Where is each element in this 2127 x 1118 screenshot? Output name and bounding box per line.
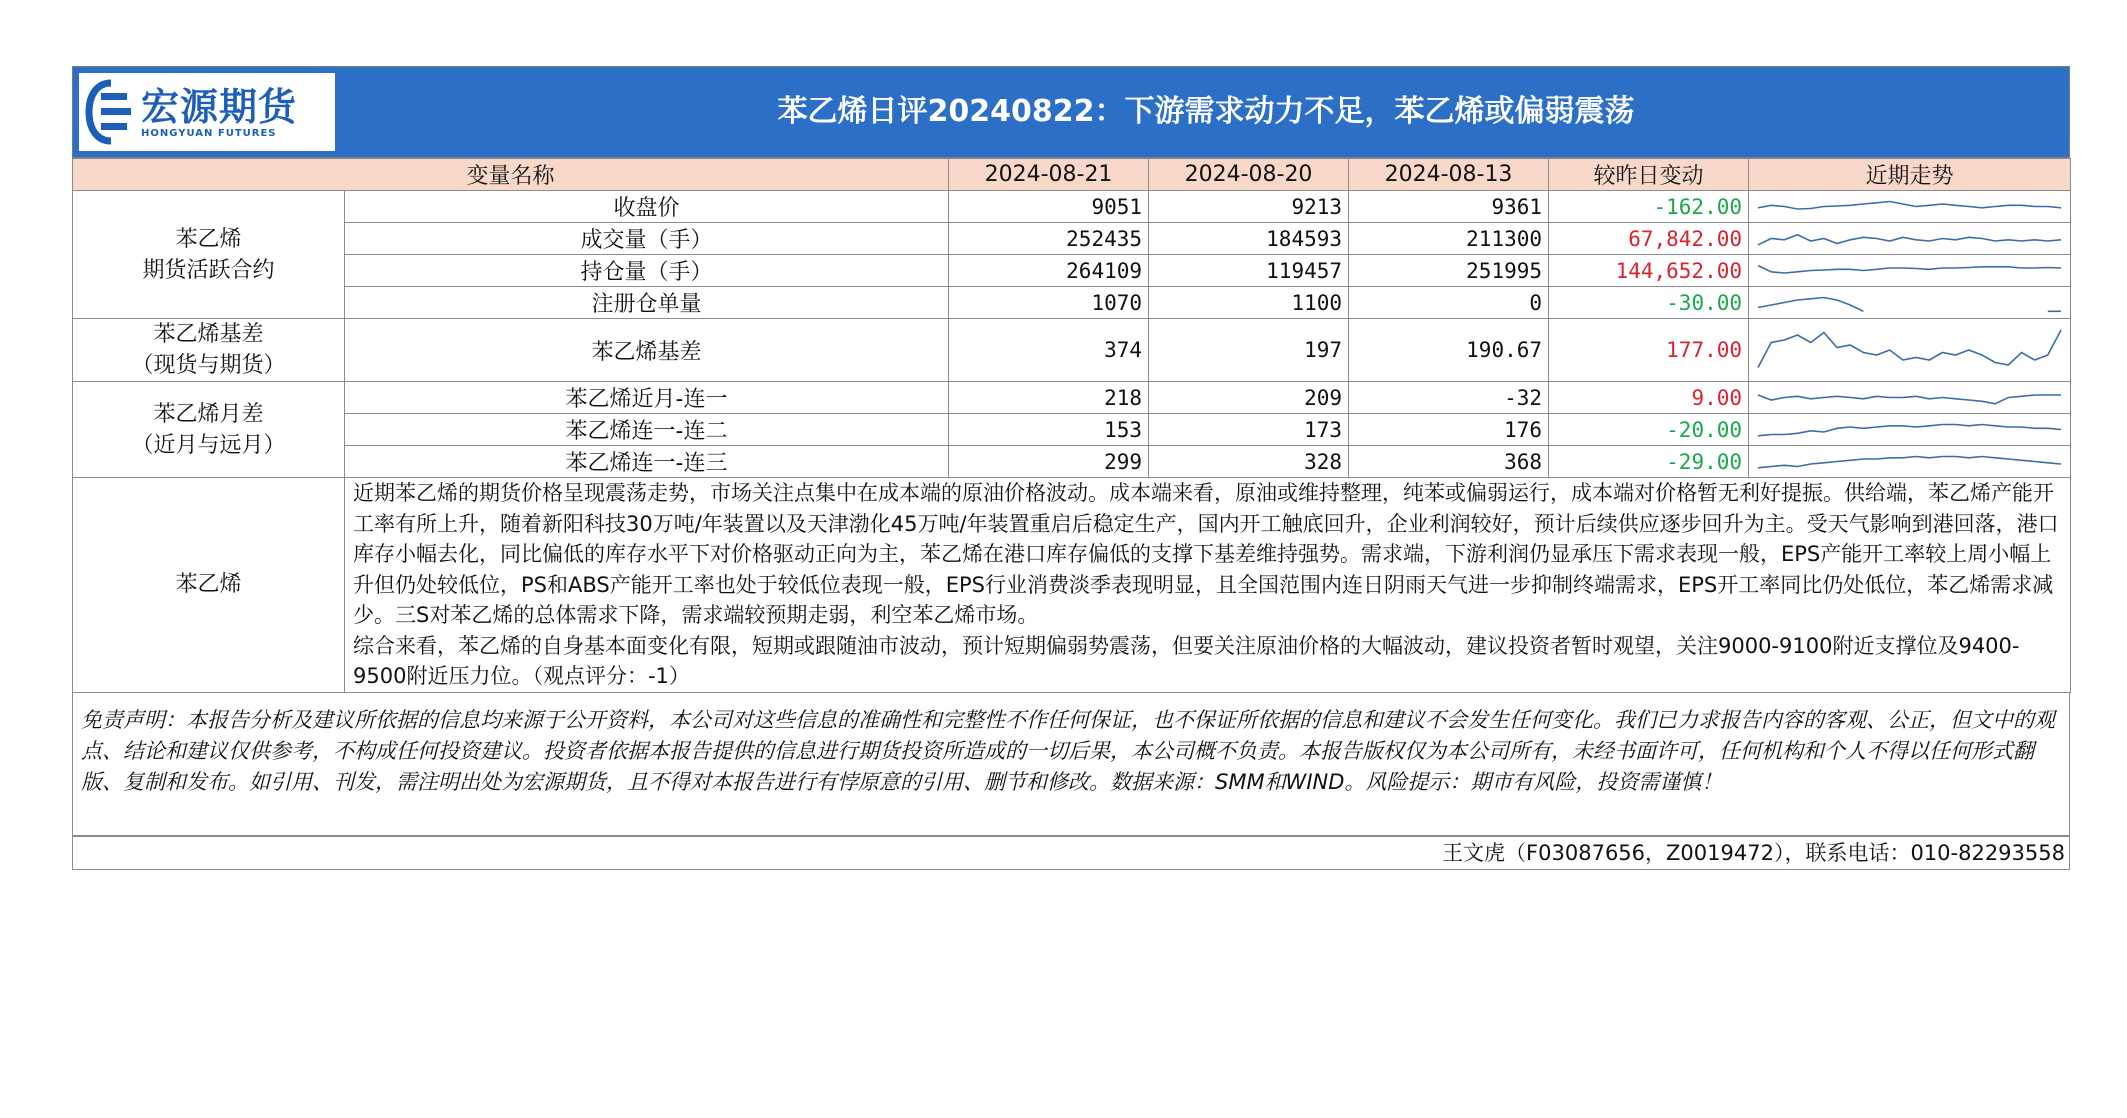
trend-sparkline: [1755, 288, 2064, 317]
trend-sparkline: [1755, 415, 2064, 444]
value-d2: 119457: [1149, 255, 1349, 287]
trend-cell: [1749, 191, 2071, 223]
value-d3: -32: [1349, 382, 1549, 414]
row-label: 苯乙烯连一-连三: [345, 446, 949, 478]
comment-paragraph-2: 综合来看，苯乙烯的自身基本面变化有限，短期或跟随油市波动，预计短期偏弱势震荡，但要关注原油价格的大幅波动，建议投资者暂时观望，关注9000-9100附近支撑位及9400-9500附近压力位。（观点评分：-1）: [353, 633, 2020, 688]
value-d3: 9361: [1349, 191, 1549, 223]
col-date-1: 2024-08-21: [949, 159, 1149, 191]
comment-label: 苯乙烯: [73, 478, 345, 693]
company-logo: [79, 73, 335, 151]
trend-cell: [1749, 414, 2071, 446]
value-d3: 190.67: [1349, 319, 1549, 382]
trend-cell: [1749, 287, 2071, 319]
value-d2: 1100: [1149, 287, 1349, 319]
row-label: 注册仓单量: [345, 287, 949, 319]
value-d1: 1070: [949, 287, 1149, 319]
value-d1: 374: [949, 319, 1149, 382]
group-spread: [73, 382, 345, 478]
row-label: 苯乙烯连一-连二: [345, 414, 949, 446]
value-d3: 0: [1349, 287, 1549, 319]
trend-cell: [1749, 255, 2071, 287]
value-d2: 328: [1149, 446, 1349, 478]
sparkline-path: [1758, 298, 1863, 312]
trend-sparkline: [1755, 447, 2064, 476]
value-d1: 153: [949, 414, 1149, 446]
row-label: 收盘价: [345, 191, 949, 223]
group-basis-line1: 苯乙烯基差: [153, 322, 264, 347]
value-d3: 368: [1349, 446, 1549, 478]
value-d3: 176: [1349, 414, 1549, 446]
group-futures: [73, 191, 345, 319]
value-d2: 209: [1149, 382, 1349, 414]
value-change: -30.00: [1549, 287, 1749, 319]
comment-text: [345, 478, 2071, 693]
group-futures-line1: 苯乙烯: [175, 226, 242, 252]
sparkline-path: [1758, 235, 2061, 245]
value-d2: 184593: [1149, 223, 1349, 255]
col-change: 较昨日变动: [1549, 159, 1749, 191]
value-d2: 9213: [1149, 191, 1349, 223]
group-spread-line1: 苯乙烯月差: [153, 401, 264, 427]
value-change: 67,842.00: [1549, 223, 1749, 255]
table-row: [73, 414, 2071, 446]
trend-sparkline: [1755, 256, 2064, 285]
col-date-3: 2024-08-13: [1349, 159, 1549, 191]
value-d1: 9051: [949, 191, 1149, 223]
value-d1: 299: [949, 446, 1149, 478]
comment-paragraph-1: 近期苯乙烯的期货价格呈现震荡走势，市场关注点集中在成本端的原油价格波动。成本端来看，原油或维持整理，纯苯或偏弱运行，成本端对价格暂无利好提振。供给端，苯乙烯产能开工率有所上升，随着新阳科技30万吨/年装置以及天津渤化45万吨/年装置重启后稳定生产，国内开工触底回升，企业利润较好，预计后续供应逐步回升为主。受天气影响到港回落，港口库存小幅去化，同比偏低的库存水平下对价格驱动正向为主，苯乙烯在港口库存偏低的支撑下基差维持强势。需求端，下游利润仍显承压下需求表现一般，EPS产能开工率较上周小幅上升但仍处较低位，PS和ABS产能开工率也处于较低位表现一般，EPS行业消费淡季表现明显，且全国范围内连日阴雨天气进一步抑制终端需求，EPS开工率同比仍处低位，苯乙烯需求减少。三S对苯乙烯的总体需求下降，需求端较预期走弱，利空苯乙烯市场。: [353, 481, 2059, 627]
sparkline-path: [1758, 425, 2061, 436]
group-futures-line2: 期货活跃合约: [142, 257, 275, 283]
value-d2: 173: [1149, 414, 1349, 446]
value-d1: 264109: [949, 255, 1149, 287]
table-row: [73, 223, 2071, 255]
sparkline-path: [1758, 330, 2061, 368]
table-row: [73, 319, 2071, 382]
analyst-contact: 王文虎（F03087656，Z0019472），联系电话：010-82293558: [72, 836, 2070, 870]
logo-chinese-name: 宏源期货: [141, 84, 298, 129]
value-change: 177.00: [1549, 319, 1749, 382]
table-row: [73, 287, 2071, 319]
value-change: -162.00: [1549, 191, 1749, 223]
value-d1: 252435: [949, 223, 1149, 255]
comment-row: [73, 478, 2071, 693]
report-header: [72, 66, 2070, 158]
logo-english-name: HONGYUAN FUTURES: [141, 127, 277, 139]
group-basis-line2: （现货与期货）: [131, 353, 286, 378]
column-header-row: [73, 159, 2071, 191]
data-table: [72, 158, 2071, 693]
trend-sparkline: [1755, 224, 2064, 253]
table-row: [73, 446, 2071, 478]
trend-cell: [1749, 446, 2071, 478]
col-trend: 近期走势: [1749, 159, 2071, 191]
value-change: -29.00: [1549, 446, 1749, 478]
table-row: [73, 191, 2071, 223]
trend-sparkline: [1755, 323, 2064, 377]
row-label: 苯乙烯近月-连一: [345, 382, 949, 414]
group-spread-line2: （近月与远月）: [131, 432, 286, 458]
value-change: 9.00: [1549, 382, 1749, 414]
trend-sparkline: [1755, 383, 2064, 412]
table-row: [73, 255, 2071, 287]
table-row: [73, 382, 2071, 414]
report-sheet: [72, 66, 2070, 870]
value-d3: 251995: [1349, 255, 1549, 287]
value-change: 144,652.00: [1549, 255, 1749, 287]
value-d1: 218: [949, 382, 1149, 414]
sparkline-path: [1758, 266, 2061, 274]
report-title: 苯乙烯日评20240822：下游需求动力不足，苯乙烯或偏弱震荡: [777, 94, 1635, 129]
group-basis: [73, 319, 345, 382]
value-d2: 197: [1149, 319, 1349, 382]
value-d3: 211300: [1349, 223, 1549, 255]
col-date-2: 2024-08-20: [1149, 159, 1349, 191]
value-change: -20.00: [1549, 414, 1749, 446]
trend-cell: [1749, 319, 2071, 382]
disclaimer: 免责声明：本报告分析及建议所依据的信息均来源于公开资料，本公司对这些信息的准确性和完整性不作任何保证，也不保证所依据的信息和建议不会发生任何变化。我们已力求报告内容的客观、公正，但文中的观点、结论和建议仅供参考，不构成任何投资建议。投资者依据本报告提供的信息进行期货投资所造成的一切后果，本公司概不负责。本报告版权仅为本公司所有，未经书面许可，任何机构和个人不得以任何形式翻版、复制和发布。如引用、刊发，需注明出处为宏源期货，且不得对本报告进行有悖原意的引用、删节和修改。数据来源：SMM和WIND。风险提示：期市有风险，投资需谨慎！: [72, 693, 2070, 836]
sparkline-path: [1758, 202, 2061, 210]
col-variable: 变量名称: [73, 159, 949, 191]
sparkline-path: [1758, 457, 2061, 468]
trend-sparkline: [1755, 192, 2064, 221]
hongyuan-logo-icon: [85, 79, 137, 145]
row-label: 成交量（手）: [345, 223, 949, 255]
trend-cell: [1749, 223, 2071, 255]
row-label: 苯乙烯基差: [345, 319, 949, 382]
trend-cell: [1749, 382, 2071, 414]
sparkline-path: [1758, 395, 2061, 404]
row-label: 持仓量（手）: [345, 255, 949, 287]
